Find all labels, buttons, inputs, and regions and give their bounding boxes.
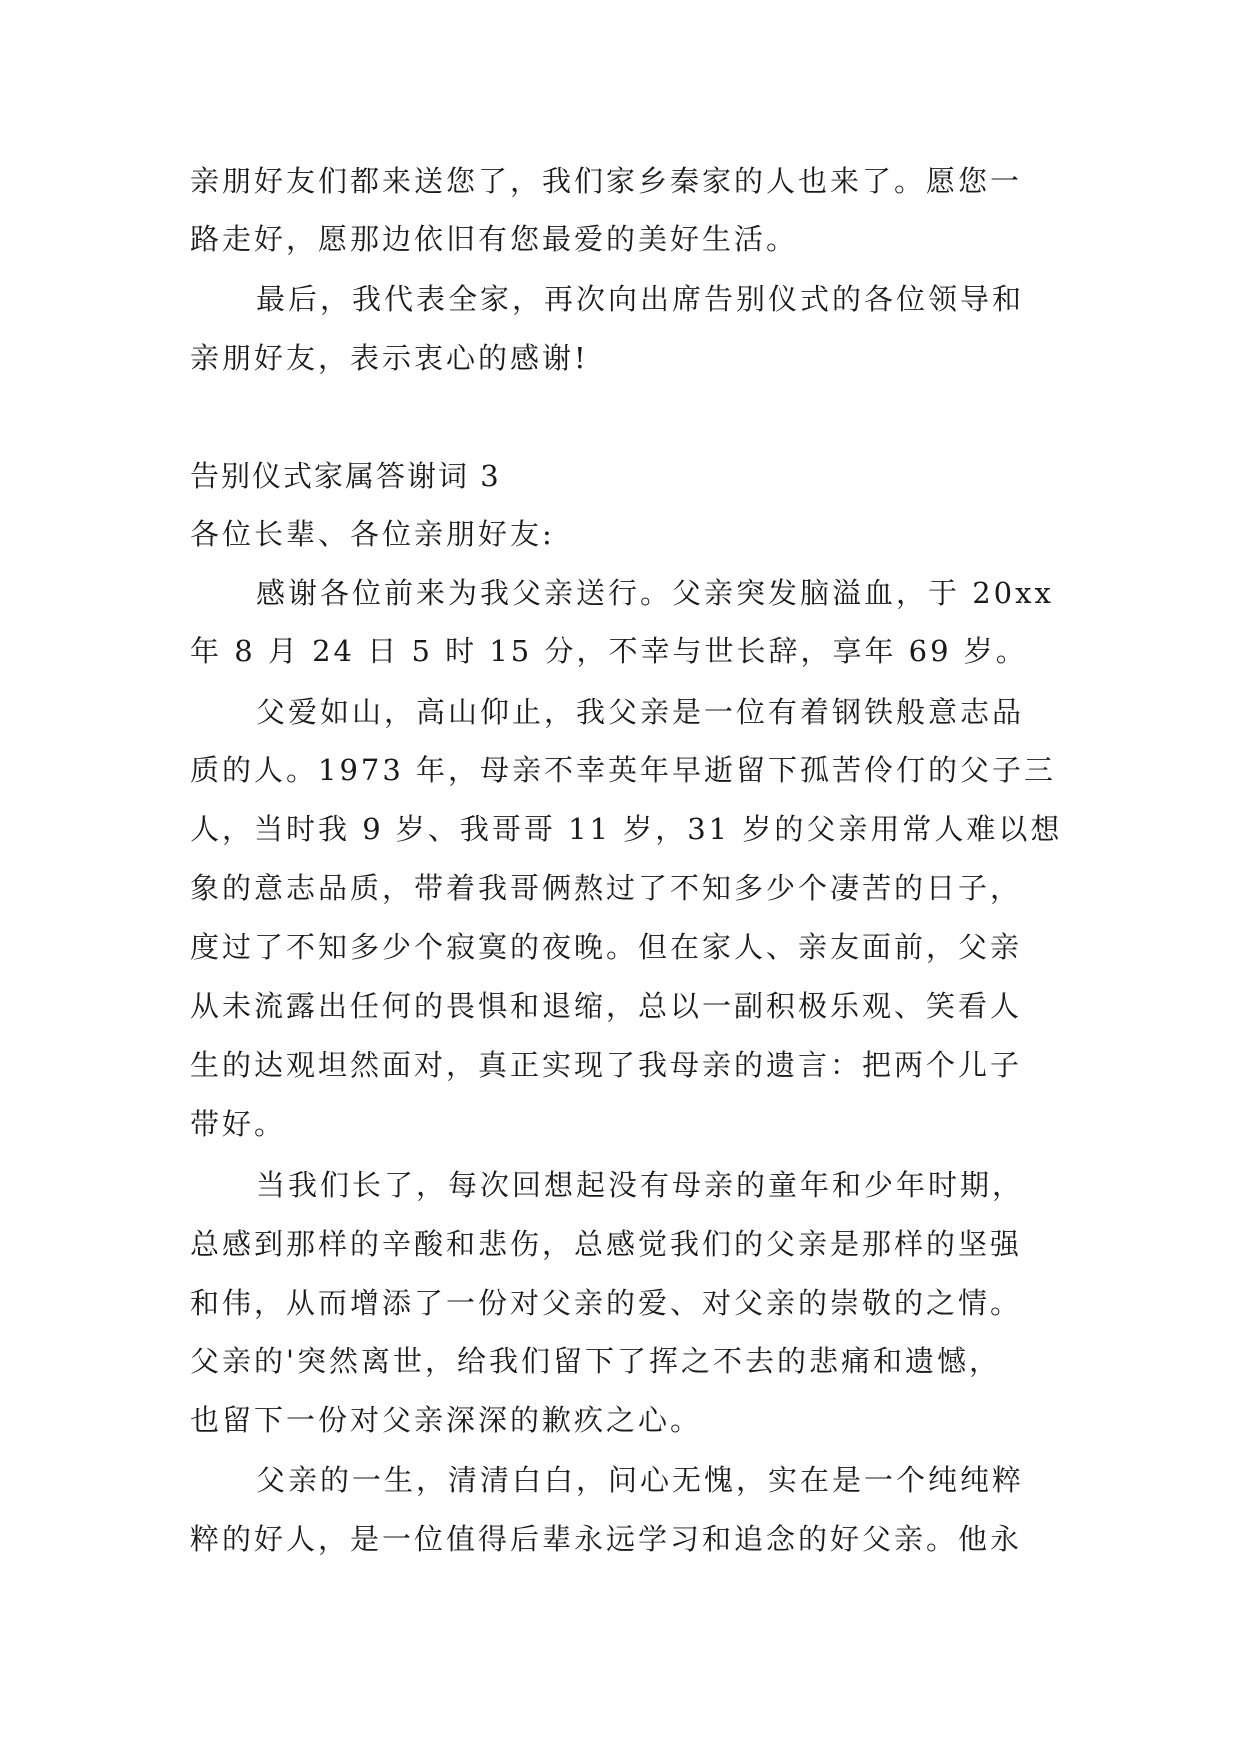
text-line: 粹的好人，是一位值得后辈永远学习和追念的好父亲。他永 bbox=[190, 1522, 1023, 1556]
text-line: 象的意志品质，带着我哥俩熬过了不知多少个凄苦的日子， bbox=[190, 871, 1023, 905]
text-line: 带好。 bbox=[190, 1107, 287, 1141]
text-line: 父亲的一生，清清白白，问心无愧，实在是一个纯纯粹 bbox=[256, 1463, 1025, 1497]
text-line: 年 8 月 24 日 5 时 15 分，不幸与世长辞，享年 69 岁。 bbox=[190, 634, 1028, 668]
text-line: 质的人。1973 年，母亲不幸英年早逝留下孤苦伶仃的父子三 bbox=[190, 753, 1057, 787]
text-line: 感谢各位前来为我父亲送行。父亲突发脑溢血，于 20xx bbox=[256, 576, 1054, 610]
text-line: 总感到那样的辛酸和悲伤，总感觉我们的父亲是那样的坚强 bbox=[190, 1227, 1023, 1261]
salutation: 各位长辈、各位亲朋好友: bbox=[190, 517, 555, 551]
text-line: 度过了不知多少个寂寞的夜晚。但在家人、亲友面前，父亲 bbox=[190, 930, 1023, 964]
text-line: 人，当时我 9 岁、我哥哥 11 岁，31 岁的父亲用常人难以想 bbox=[190, 812, 1063, 846]
text-line: 路走好，愿那边依旧有您最爱的美好生活。 bbox=[190, 222, 799, 256]
text-line: 生的达观坦然面对，真正实现了我母亲的遗言：把两个儿子 bbox=[190, 1048, 1023, 1082]
text-line: 当我们长了，每次回想起没有母亲的童年和少年时期， bbox=[256, 1168, 1025, 1202]
text-line: 也留下一份对父亲深深的歉疚之心。 bbox=[190, 1403, 703, 1437]
text-line: 亲朋好友们都来送您了，我们家乡秦家的人也来了。愿您一 bbox=[190, 164, 1023, 198]
text-line: 和伟，从而增添了一份对父亲的爱、对父亲的崇敬的之情。 bbox=[190, 1286, 1023, 1320]
section-heading: 告别仪式家属答谢词 3 bbox=[190, 459, 501, 493]
text-line: 父亲的'突然离世，给我们留下了挥之不去的悲痛和遗憾， bbox=[190, 1344, 1001, 1378]
text-line: 最后，我代表全家，再次向出席告别仪式的各位领导和 bbox=[256, 282, 1025, 316]
text-line: 父爱如山，高山仰止，我父亲是一位有着钢铁般意志品 bbox=[256, 695, 1025, 729]
text-line: 亲朋好友，表示衷心的感谢! bbox=[190, 341, 589, 375]
text-line: 从未流露出任何的畏惧和退缩，总以一副积极乐观、笑看人 bbox=[190, 989, 1023, 1023]
